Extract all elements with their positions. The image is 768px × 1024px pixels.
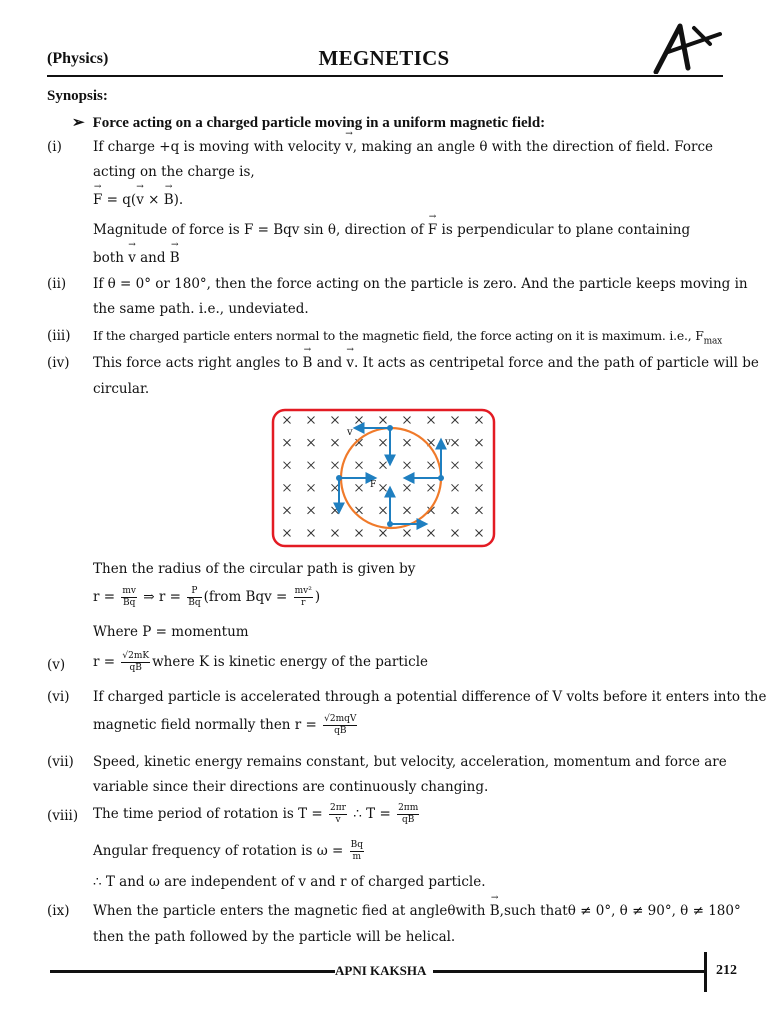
item-i-line1: If charge +q is moving with velocity → v, making an angle θ with the direction of field. Force xyxy=(93,139,713,155)
page-title: MEGNETICS xyxy=(318,46,450,70)
item-number-v: (v) xyxy=(47,657,66,673)
particle-dot-bottom xyxy=(387,521,393,527)
footer-rule-right xyxy=(433,970,705,973)
particle-dot-top xyxy=(387,425,393,431)
item-viii-conclusion: ∴ T and ω are independent of v and r of charged particle. xyxy=(93,874,486,890)
force-equation: → F = q(→ v × → B). xyxy=(93,192,183,208)
item-number-ix: (ix) xyxy=(47,903,70,919)
topic-heading xyxy=(72,113,545,132)
particle-dot-left xyxy=(336,475,342,481)
header-rule xyxy=(47,75,723,77)
item-ii-line2: the same path. i.e., undeviated. xyxy=(93,301,309,317)
radius-intro: Then the radius of the circular path is given by xyxy=(93,561,416,577)
item-i-both: both → v and → B xyxy=(93,250,180,266)
topic-text: Force acting on a charged particle moving in a uniform magnetic field: xyxy=(92,115,546,131)
item-vii-line2: variable since their directions are continuously changing. xyxy=(93,779,489,795)
item-number-ii: (ii) xyxy=(47,276,67,292)
angular-frequency-equation: Angular frequency of rotation is ω = $\frac{Bq}{m}$ xyxy=(93,840,363,862)
circular-motion-diagram xyxy=(271,408,496,548)
item-number-vii: (vii) xyxy=(47,754,74,770)
item-iv-line2: circular. xyxy=(93,381,150,397)
footer-rule-left xyxy=(50,970,335,973)
apni-kaksha-logo xyxy=(650,22,725,74)
item-number-iv: (iv) xyxy=(47,355,70,371)
particle-dot-right xyxy=(438,475,444,481)
page-number: 212 xyxy=(716,963,737,978)
radius-equation: r = $\frac{mv}{Bq}$ ⇒ r = $\frac{P}{Bq}$ (from Bqv = $\frac{\text{mv²}}{r}$ ) xyxy=(93,586,321,608)
item-vii-line1: Speed, kinetic energy remains constant, but velocity, acceleration, momentum and force are xyxy=(93,754,727,770)
item-number-vi: (vi) xyxy=(47,689,70,705)
field-region-frame xyxy=(273,410,494,546)
item-ii-line1: If θ = 0° or 180°, then the force acting on the particle is zero. And the particle keeps moving in xyxy=(93,276,748,292)
item-number-viii: (viii) xyxy=(47,808,79,824)
footer-divider xyxy=(704,952,707,992)
subject-label: (Physics) xyxy=(47,50,109,67)
field-cross-marks xyxy=(284,417,483,537)
item-number-i: (i) xyxy=(47,139,62,155)
item-ix-line2: then the path followed by the particle will be helical. xyxy=(93,929,456,945)
force-magnitude: Magnitude of force is F = Bqv sin θ, direction of → F is perpendicular to plane containing xyxy=(93,222,690,238)
item-iv-line1: This force acts right angles to → B and → v. It acts as centripetal force and the path of particle will be xyxy=(93,355,759,371)
item-v-line: r = $\frac{√2mK}{qB}$ where K is kinetic energy of the particle xyxy=(93,651,428,673)
synopsis-heading: Synopsis: xyxy=(47,88,108,104)
item-number-iii: (iii) xyxy=(47,328,71,344)
momentum-note: Where P = momentum xyxy=(93,624,249,640)
item-ix-line1: When the particle enters the magnetic fied at angleθwith → B,such thatθ ≠ 0°, θ ≠ 90°, θ ≠ 180° xyxy=(93,903,721,919)
item-iii-line1: If the charged particle enters normal to the magnetic field, the force acting on it is maximum. i.e., $F_{max}$ xyxy=(93,328,723,347)
item-i-line2: acting on the charge is, xyxy=(93,164,255,180)
item-vi-line1: If charged particle is accelerated through a potential difference of V volts before it enters into the xyxy=(93,689,767,705)
item-vi-line2: magnetic field normally then r = $\frac{\text{√2mqV}}{qB}$ xyxy=(93,714,357,736)
arrow-bullet-icon: ➢ xyxy=(72,115,85,131)
footer-brand: APNI KAKSHA xyxy=(335,963,427,978)
time-period-equation: The time period of rotation is T = $\frac{2\pi r}{v}$ ∴ T = $\frac{2\pi m}{qB}$ xyxy=(93,803,419,825)
label-v-top: v xyxy=(347,427,353,438)
label-v-right: v xyxy=(445,437,451,448)
label-F: F xyxy=(370,480,377,490)
